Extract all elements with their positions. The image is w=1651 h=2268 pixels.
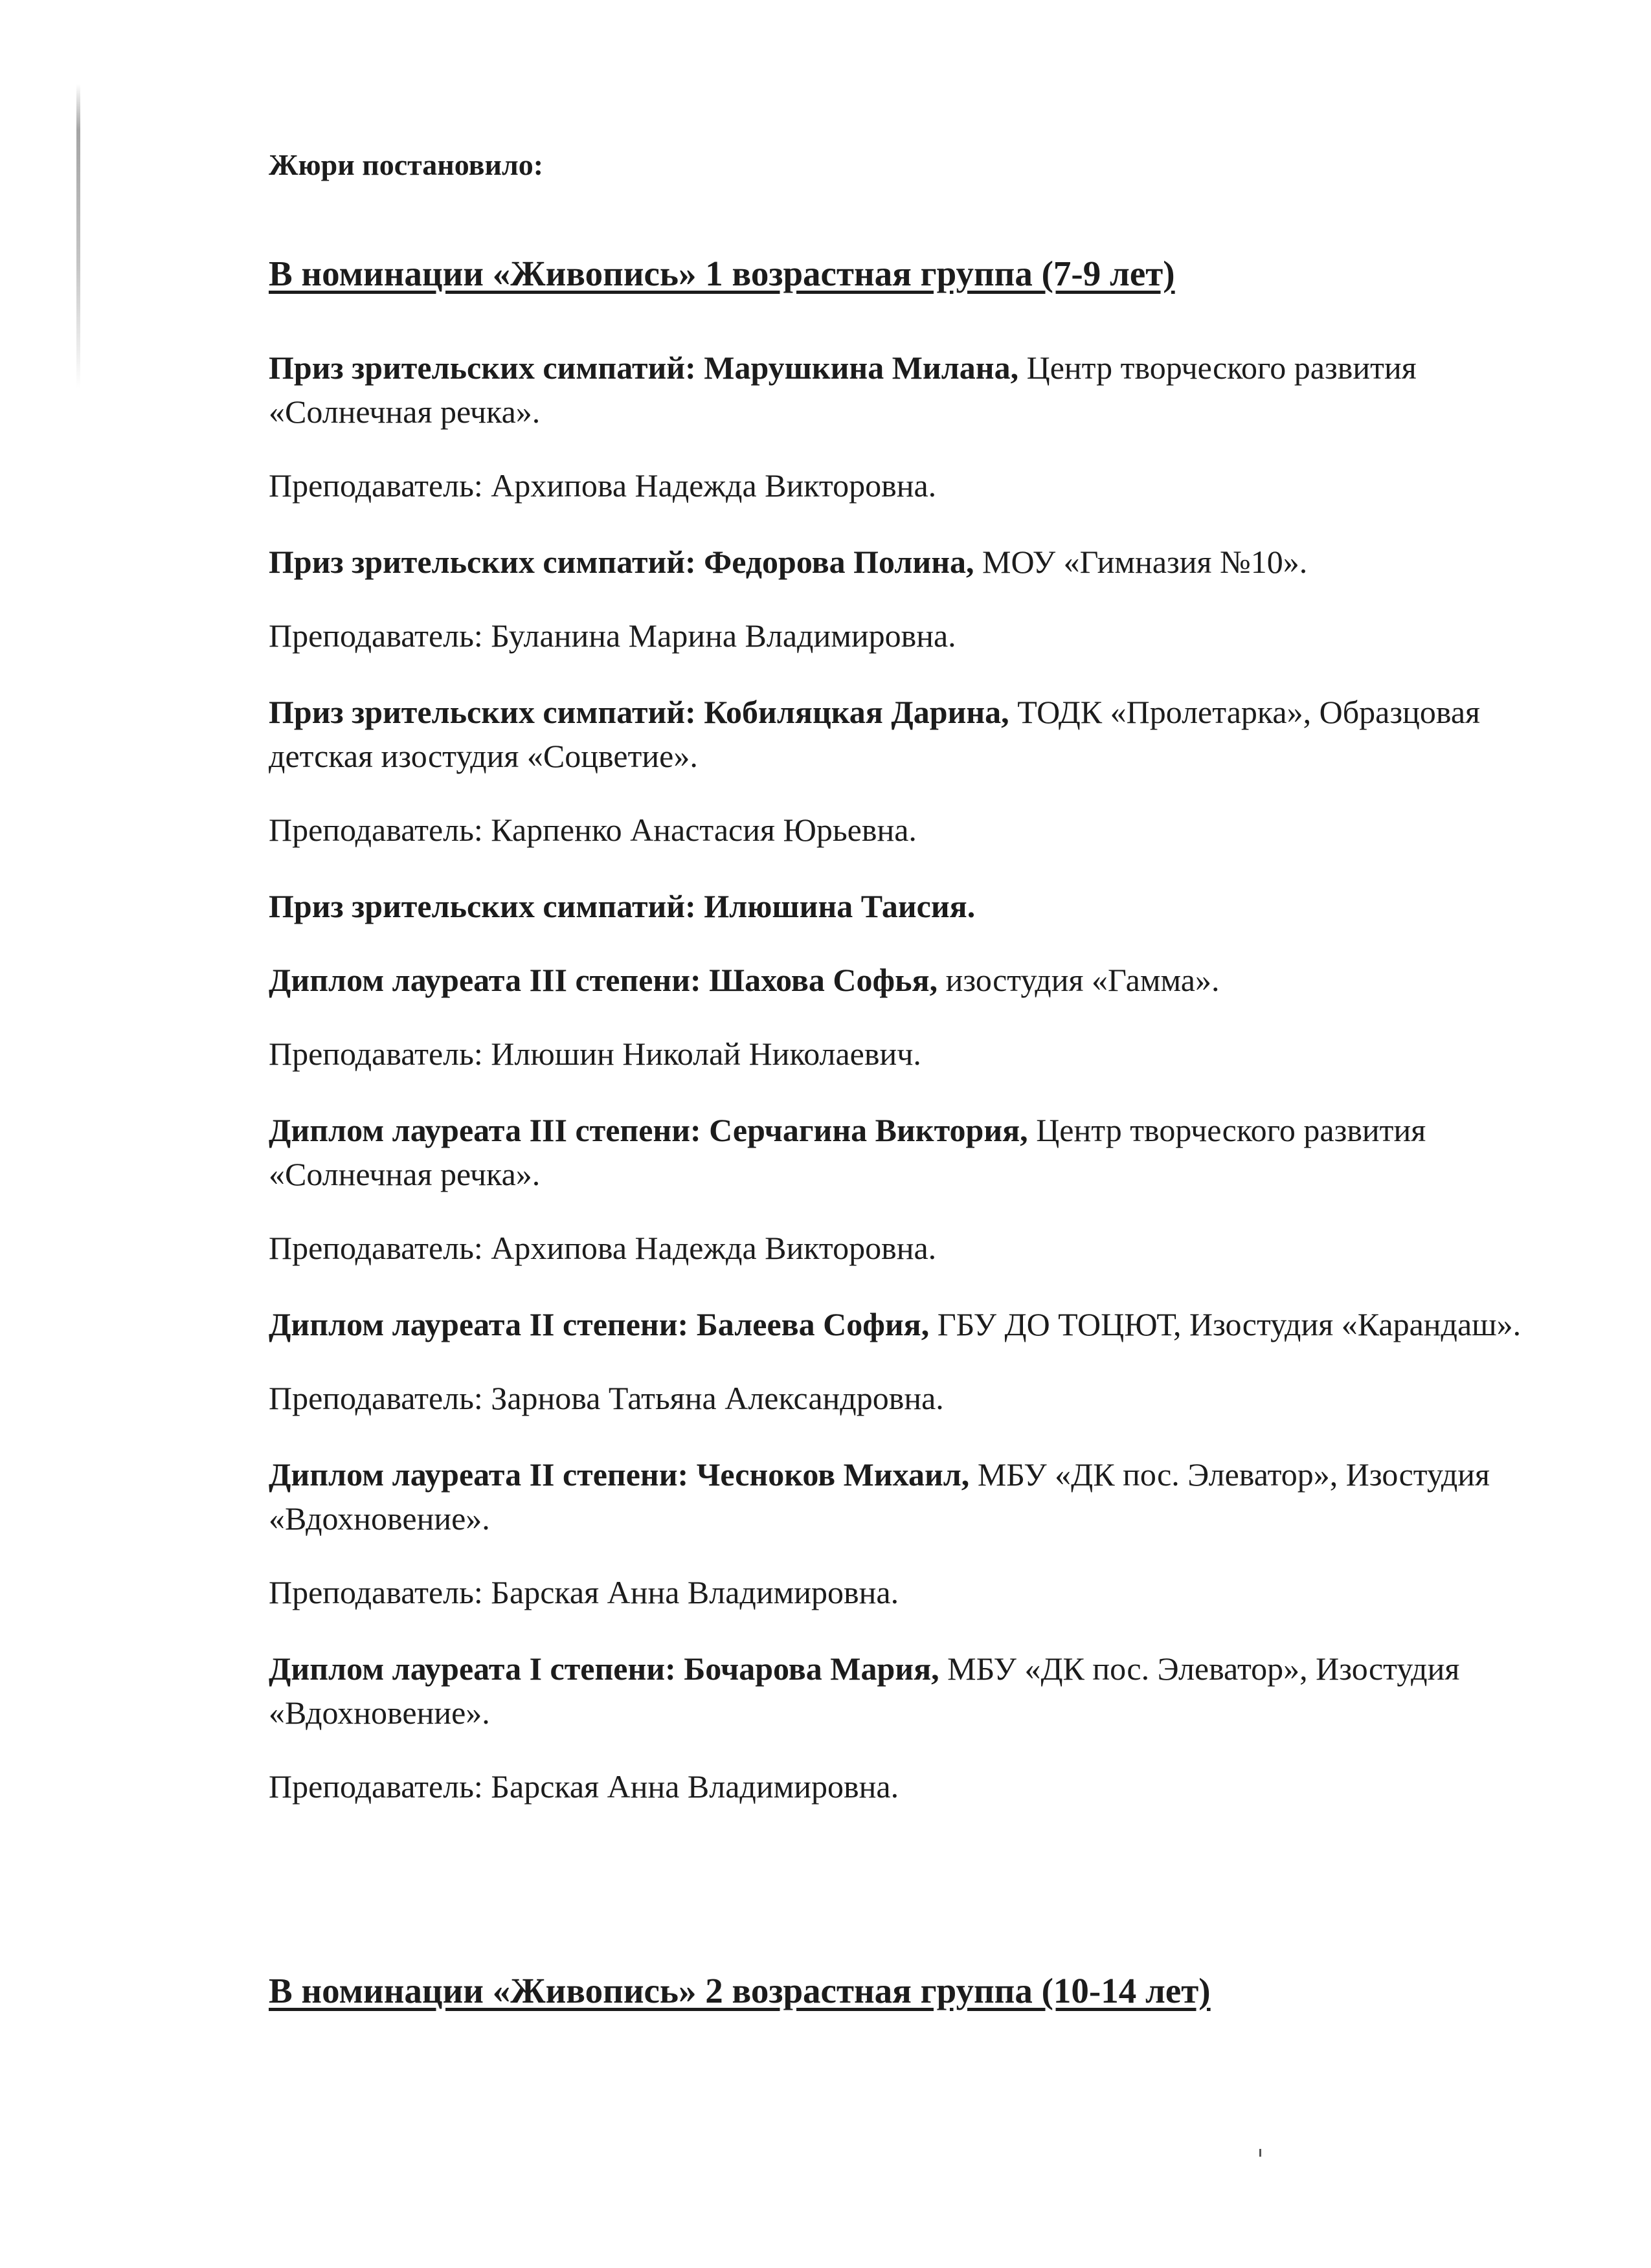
award-label: Приз зрительских симпатий: — [269, 888, 696, 924]
organization: МБУ «ДК пос. Элеватор», Изостудия «Вдохновение». — [269, 1456, 1490, 1537]
award-label: Диплом лауреата III степени: — [269, 962, 701, 998]
section-1-entries — [269, 346, 1531, 1808]
award-entry — [269, 1108, 1531, 1196]
participant-name: Марушкина Милана, — [704, 350, 1019, 386]
participant-name: Илюшина Таисия. — [704, 888, 976, 924]
participant-name: Федорова Полина, — [704, 544, 974, 580]
teacher-line: Преподаватель: Зарнова Татьяна Александровна. — [269, 1380, 944, 1416]
award-entry — [269, 1452, 1531, 1540]
participant-name: Шахова Софья, — [709, 962, 938, 998]
teacher-line: Преподаватель: Буланина Марина Владимировна. — [269, 617, 956, 654]
award-entry — [269, 884, 1531, 928]
award-label: Диплом лауреата I степени: — [269, 1651, 676, 1687]
award-label: Диплом лауреата II степени: — [269, 1306, 689, 1342]
award-entry — [269, 1302, 1531, 1346]
organization: изостудия «Гамма». — [945, 962, 1220, 998]
teacher-line: Преподаватель: Барская Анна Владимировна. — [269, 1574, 899, 1610]
award-label: Приз зрительских симпатий: — [269, 350, 696, 386]
jury-decision-intro: Жюри постановило: — [269, 148, 544, 181]
participant-name: Кобиляцкая Дарина, — [704, 694, 1009, 730]
teacher-line: Преподаватель: Архипова Надежда Викторовна. — [269, 467, 937, 504]
award-label: Диплом лауреата II степени: — [269, 1456, 689, 1493]
organization: Центр творческого развития «Солнечная речка». — [269, 1112, 1426, 1192]
organization: ТОДК «Пролетарка», Образцовая детская изостудия «Соцветие». — [269, 694, 1481, 774]
teacher-line: Преподаватель: Карпенко Анастасия Юрьевна. — [269, 812, 917, 848]
award-label: Приз зрительских симпатий: — [269, 694, 696, 730]
participant-name: Бочарова Мария, — [684, 1651, 939, 1687]
organization: МОУ «Гимназия №10». — [982, 544, 1308, 580]
award-label: Диплом лауреата III степени: — [269, 1112, 701, 1148]
organization: МБУ «ДК пос. Элеватор», Изостудия «Вдохновение». — [269, 1651, 1460, 1731]
document-page — [269, 148, 1531, 2011]
award-entry — [269, 540, 1531, 584]
teacher-line: Преподаватель: Архипова Надежда Викторовна. — [269, 1230, 937, 1266]
organization: ГБУ ДО ТОЦЮТ, Изостудия «Карандаш». — [937, 1306, 1522, 1342]
scan-edge-artifact — [76, 84, 80, 388]
award-entry — [269, 346, 1531, 434]
section-2-heading: В номинации «Живопись» 2 возрастная группа (10-14 лет) — [269, 1971, 1211, 2010]
award-entry — [269, 958, 1531, 1002]
participant-name: Серчагина Виктория, — [709, 1112, 1028, 1148]
organization: Центр творческого развития «Солнечная речка». — [269, 350, 1417, 430]
award-label: Приз зрительских симпатий: — [269, 544, 696, 580]
section-1-heading: В номинации «Живопись» 1 возрастная группа (7-9 лет) — [269, 254, 1175, 293]
teacher-line: Преподаватель: Илюшин Николай Николаевич. — [269, 1036, 921, 1072]
award-entry — [269, 1647, 1531, 1735]
teacher-line: Преподаватель: Барская Анна Владимировна. — [269, 1768, 899, 1805]
award-entry — [269, 690, 1531, 778]
scan-speck — [1259, 2149, 1261, 2157]
participant-name: Балеева София, — [696, 1306, 930, 1342]
participant-name: Чесноков Михаил, — [696, 1456, 970, 1493]
